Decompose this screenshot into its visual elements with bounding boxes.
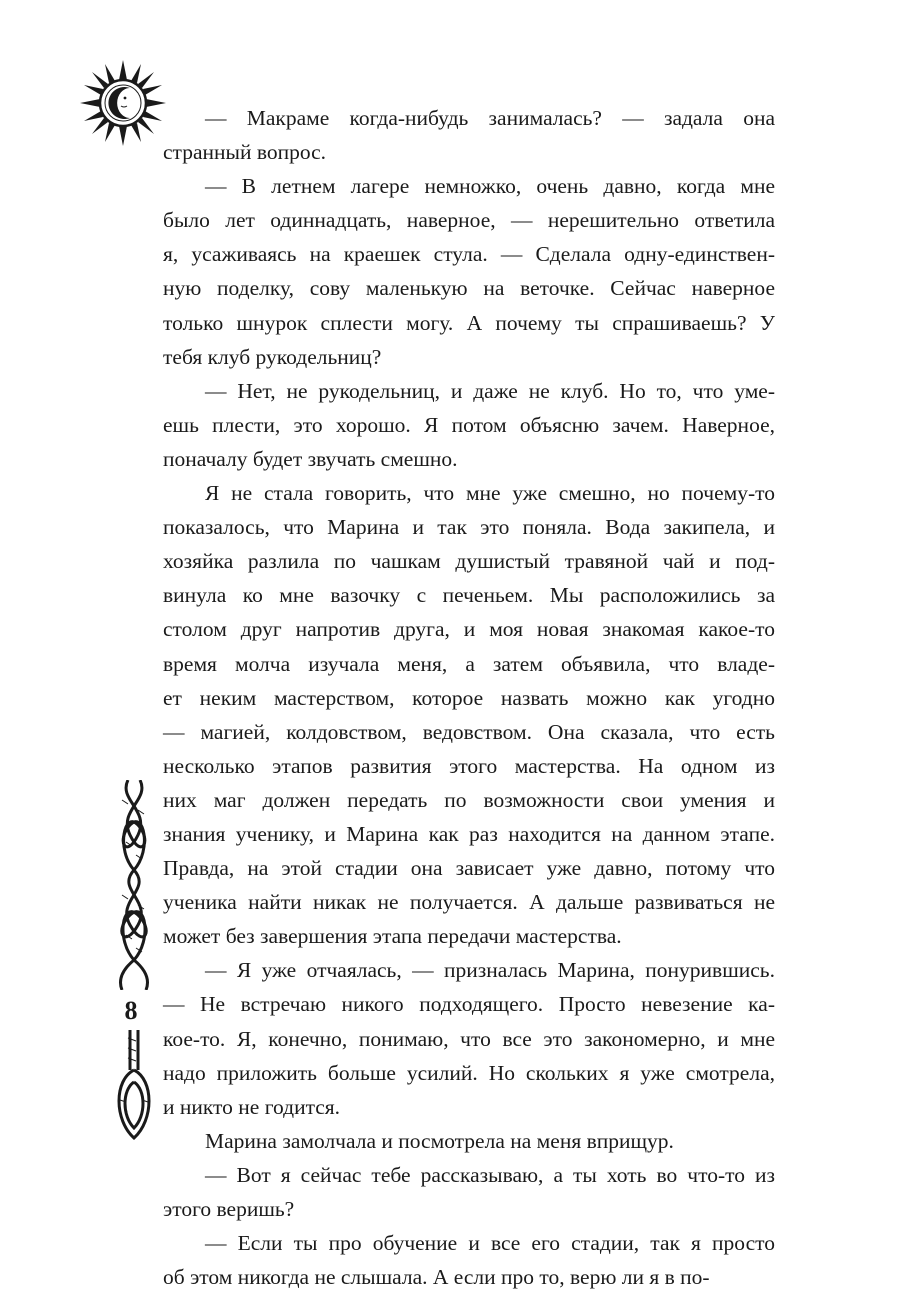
text-line: странный вопрос.: [163, 140, 327, 165]
text-line: кое-то. Я, конечно, понимаю, что все это закономерно, и мне: [163, 1026, 775, 1051]
text-line: ученика найти никак не получается. А дальше развиваться не: [163, 890, 775, 915]
paragraph: [163, 1158, 775, 1226]
text-line: — Нет, не рукодельниц, и даже не клуб. Но то, что уме-: [205, 378, 775, 403]
page-number: 8: [124, 996, 138, 1025]
text-line: может без завершения этапа передачи мастерства.: [163, 924, 622, 949]
text-line: столом друг напротив друга, и моя новая знакомая какое-то: [163, 617, 775, 642]
text-line: винула ко мне вазочку с печеньем. Мы расположились за: [163, 583, 775, 608]
text-line: надо приложить больше усилий. Но скольких я уже смотрела,: [163, 1060, 775, 1085]
text-line: — Если ты про обучение и все его стадии, так я просто: [205, 1231, 775, 1256]
text-line: хозяйка разлила по чашкам душистый травяной чай и под-: [163, 549, 775, 574]
text-line: поначалу будет звучать смешно.: [163, 446, 458, 471]
text-line: несколько этапов развития этого мастерства. На одном из: [163, 753, 775, 778]
text-line: — Макраме когда-нибудь занималась? — задала она: [205, 106, 775, 130]
text-line: — Не встречаю никого подходящего. Просто невезение ка-: [163, 992, 775, 1017]
sun-moon-icon: [78, 58, 168, 148]
paragraph: [163, 1226, 775, 1294]
text-line: Я не стала говорить, что мне уже смешно, но почему-то: [205, 481, 775, 506]
text-line: и никто не годится.: [163, 1094, 341, 1119]
body-text: [163, 101, 775, 1294]
text-line: знания ученику, и Марина как раз находится на данном этапе.: [163, 821, 775, 846]
paragraph: [163, 953, 775, 1123]
rope-knot-icon: [108, 780, 160, 990]
text-line: время молча изучала меня, а затем объявила, что владе-: [163, 651, 775, 676]
text-line: показалось, что Марина и так это поняла. Вода закипела, и: [163, 515, 775, 540]
paragraph: [163, 1124, 775, 1158]
rope-knot-icon: [108, 1030, 160, 1142]
text-line: я, усаживаясь на краешек стула. — Сделала одну-единствен-: [163, 242, 775, 267]
text-line: них маг должен передать по возможности свои умения и: [163, 787, 775, 812]
text-line: этого веришь?: [163, 1197, 295, 1221]
paragraph: [163, 101, 775, 169]
text-line: только шнурок сплести могу. А почему ты спрашиваешь? У: [163, 310, 775, 335]
text-line: — Вот я сейчас тебе рассказываю, а ты хоть во что-то из: [205, 1162, 775, 1187]
paragraph: [163, 374, 775, 476]
paragraph: [163, 476, 775, 953]
text-line: об этом никогда не слышала. А если про то, верю ли я в по-: [163, 1265, 710, 1290]
text-line: — Я уже отчаялась, — призналась Марина, понурившись.: [205, 958, 775, 983]
text-line: ешь плести, это хорошо. Я потом объясню зачем. Наверное,: [163, 412, 775, 437]
text-line: тебя клуб рукодельниц?: [163, 344, 382, 369]
text-line: ную поделку, сову маленькую на веточке. Сейчас наверное: [163, 276, 775, 301]
text-line: — В летнем лагере немножко, очень давно, когда мне: [205, 174, 775, 199]
text-line: Марина замолчала и посмотрела на меня вприщур.: [205, 1128, 674, 1153]
text-line: ет неким мастерством, которое назвать можно как угодно: [163, 685, 775, 710]
text-line: было лет одиннадцать, наверное, — нерешительно ответила: [163, 208, 775, 233]
text-line: — магией, колдовством, ведовством. Она сказала, что есть: [163, 719, 775, 744]
text-line: Правда, на этой стадии она зависает уже давно, потому что: [163, 856, 775, 881]
paragraph: [163, 169, 775, 374]
